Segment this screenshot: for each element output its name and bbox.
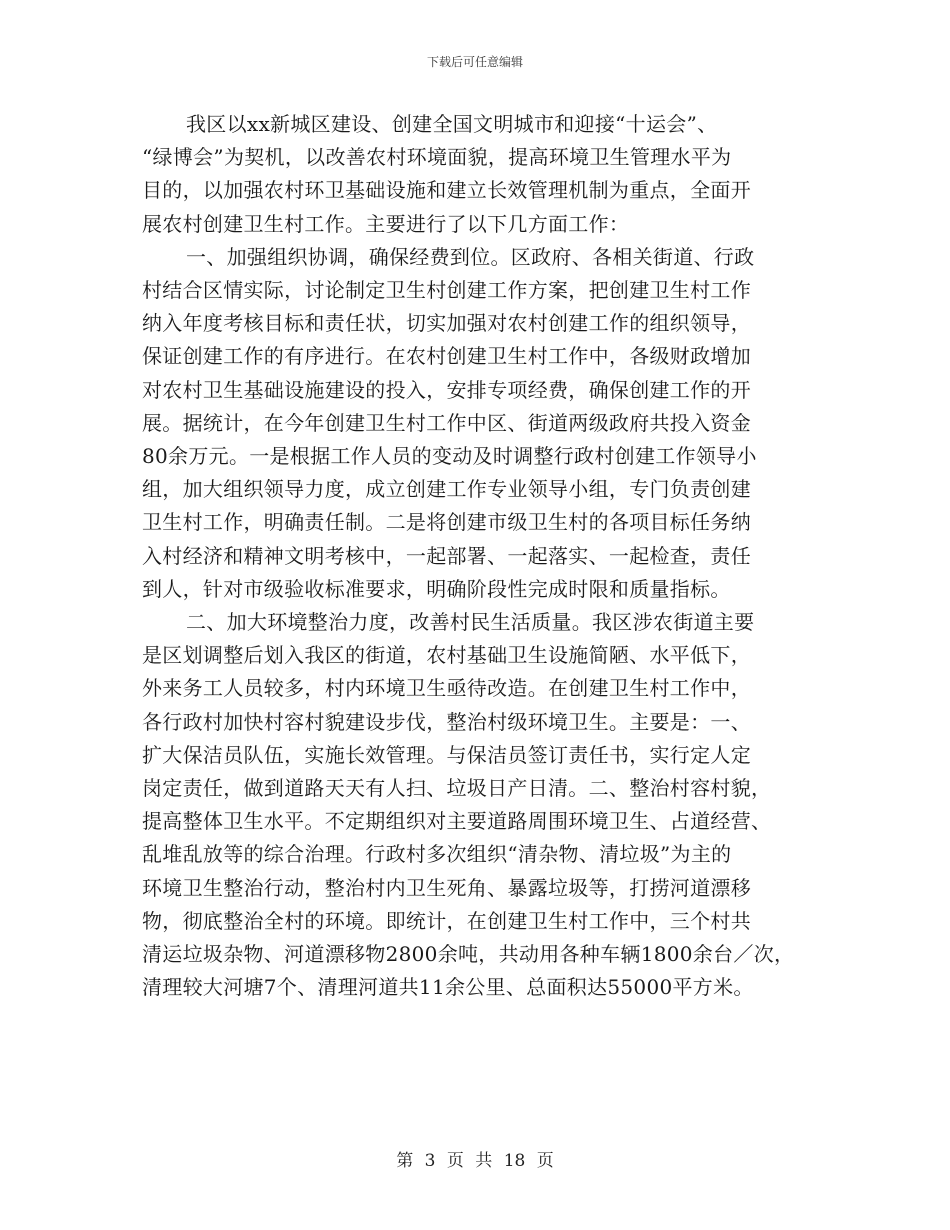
text-line: 物，彻底整治全村的环境。即统计，在创建卫生村工作中，三个村共 [142, 908, 751, 933]
text-line: 扩大保洁员队伍，实施长效管理。与保洁员签订责任书，实行定人定 [142, 742, 751, 767]
text-line: 入村经济和精神文明考核中，一起部署、一起落实、一起检查，责任 [142, 543, 751, 568]
text-line: 各行政村加快村容村貌建设步伐，整治村级环境卫生。主要是：一、 [142, 709, 751, 734]
text-line: 展。据统计，在今年创建卫生村工作中区、街道两级政府共投入资金 [142, 410, 751, 435]
text-line: 村结合区情实际，讨论制定卫生村创建工作方案，把创建卫生村工作 [142, 278, 751, 303]
text-line: 二、加大环境整治力度，改善村民生活质量。我区涉农街道主要 [186, 610, 755, 635]
text-line: “绿博会”为契机，以改善农村环境面貌，提高环境卫生管理水平为 [142, 145, 732, 170]
text-line: 80余万元。一是根据工作人员的变动及时调整行政村创建工作领导小 [142, 444, 757, 469]
text-line: 展农村创建卫生村工作。主要进行了以下几方面工作： [142, 211, 630, 236]
paragraph-intro [142, 108, 814, 241]
text-line: 保证创建工作的有序进行。在农村创建卫生村工作中，各级财政增加 [142, 344, 751, 369]
text-line: 纳入年度考核目标和责任状，切实加强对农村创建工作的组织领导， [142, 311, 751, 336]
text-line: 环境卫生整治行动，整治村内卫生死角、暴露垃圾等，打捞河道漂移 [142, 875, 751, 900]
text-line: 是区划调整后划入我区的街道，农村基础卫生设施简陋、水平低下， [142, 643, 751, 668]
paragraph-section-one [142, 241, 814, 606]
text-line: 卫生村工作，明确责任制。二是将创建市级卫生村的各项目标任务纳 [142, 510, 751, 535]
text-line: 外来务工人员较多，村内环境卫生亟待改造。在创建卫生村工作中， [142, 676, 751, 701]
text-line: 我区以xx新城区建设、创建全国文明城市和迎接“十运会”、 [186, 112, 718, 136]
page-header: 下载后可任意编辑 [426, 55, 523, 69]
document-body [142, 108, 814, 1004]
paragraph-section-two [142, 606, 814, 1004]
text-line: 清运垃圾杂物、河道漂移物2800余吨，共动用各种车辆1800余台／次， [142, 942, 795, 967]
text-line: 一、加强组织协调，确保经费到位。区政府、各相关街道、行政 [186, 244, 755, 269]
text-line: 岗定责任，做到道路天天有人扫、垃圾日产日清。二、整治村容村貌， [142, 776, 772, 801]
text-line: 对农村卫生基础设施建设的投入，安排专项经费，确保创建工作的开 [142, 377, 751, 402]
text-line: 乱堆乱放等的综合治理。行政村多次组织“清杂物、清垃圾”为主的 [142, 842, 732, 867]
text-line: 组，加大组织领导力度，成立创建工作专业领导小组，专门负责创建 [142, 477, 751, 502]
page-number-footer: 第 3 页 共 18 页 [396, 1151, 554, 1171]
text-line: 目的，以加强农村环卫基础设施和建立长效管理机制为重点，全面开 [142, 178, 751, 203]
text-line: 清理较大河塘7个、清理河道共11余公里、总面积达55000平方米。 [142, 975, 754, 1000]
text-line: 到人，针对市级验收标准要求，明确阶段性完成时限和质量指标。 [142, 576, 731, 601]
text-line: 提高整体卫生水平。不定期组织对主要道路周围环境卫生、占道经营、 [142, 809, 772, 834]
